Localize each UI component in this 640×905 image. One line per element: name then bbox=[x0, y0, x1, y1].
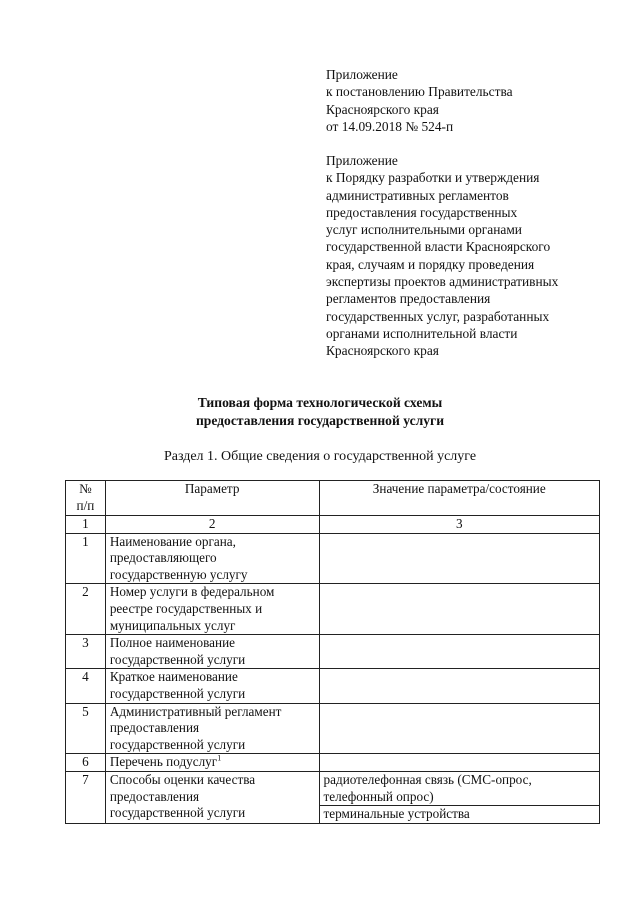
row-value bbox=[319, 754, 599, 772]
appendix1-line: к постановлению Правительства bbox=[326, 84, 513, 100]
row-param bbox=[105, 669, 319, 703]
row-value bbox=[319, 703, 599, 754]
row-param bbox=[105, 703, 319, 754]
row-num: 1 bbox=[66, 533, 106, 584]
row-value: терминальные устройства bbox=[319, 806, 599, 824]
param-line: государственной услуги bbox=[109, 651, 246, 667]
param-line: предоставления bbox=[109, 788, 200, 804]
row-num: 5 bbox=[66, 703, 106, 754]
table-row bbox=[66, 669, 600, 703]
param-line: Номер услуги в федеральном bbox=[109, 584, 275, 600]
appendix2-line: государственных услуг, разработанных bbox=[326, 308, 550, 324]
table-row bbox=[66, 533, 600, 584]
value-line: телефонный опрос) bbox=[323, 788, 434, 804]
appendix2-line: регламентов предоставления bbox=[326, 291, 491, 307]
appendix2-line: административных регламентов bbox=[326, 187, 509, 203]
appendix2-line: государственной власти Красноярского bbox=[326, 239, 551, 255]
row-num: 4 bbox=[66, 669, 106, 703]
param-line: государственной услуги bbox=[109, 736, 246, 752]
param-line: государственной услуги bbox=[109, 805, 246, 821]
table-row bbox=[66, 584, 600, 635]
row-num: 6 bbox=[66, 754, 106, 772]
param-text: Перечень подуслуг bbox=[109, 754, 218, 770]
param-line: Наименование органа, bbox=[109, 533, 236, 549]
index-cell: 2 bbox=[105, 516, 319, 534]
param-line: Краткое наименование bbox=[109, 669, 238, 685]
header-num bbox=[66, 481, 106, 516]
param-line: государственной услуги bbox=[109, 685, 246, 701]
param-line: предоставляющего bbox=[109, 550, 217, 566]
table-header-row bbox=[66, 481, 600, 516]
appendix2-line: к Порядку разработки и утверждения bbox=[326, 170, 540, 186]
row-param bbox=[105, 754, 319, 772]
table-row bbox=[66, 635, 600, 669]
param-line: государственную услугу bbox=[109, 566, 248, 582]
document-title-line2: предоставления государственной услуги bbox=[195, 412, 445, 428]
table-row bbox=[66, 754, 600, 772]
value-line: радиотелефонная связь (СМС-опрос, bbox=[323, 771, 532, 787]
row-value bbox=[319, 635, 599, 669]
table-row bbox=[66, 703, 600, 754]
appendix2-line: предоставления государственных bbox=[326, 204, 518, 220]
general-info-table bbox=[65, 480, 600, 824]
row-value bbox=[319, 584, 599, 635]
row-param bbox=[105, 533, 319, 584]
appendix2-line: края, случаям и порядку проведения bbox=[326, 256, 535, 272]
header-param: Параметр bbox=[105, 481, 319, 516]
param-line: Способы оценки качества bbox=[109, 771, 256, 787]
row-value bbox=[319, 669, 599, 703]
param-line: реестре государственных и bbox=[109, 600, 263, 616]
row-value bbox=[319, 771, 599, 805]
appendix2-line: услуг исполнительными органами bbox=[326, 222, 522, 238]
param-line: предоставления bbox=[109, 720, 200, 736]
appendix-government-decree bbox=[326, 66, 513, 135]
row-param bbox=[105, 771, 319, 823]
document-title-line1: Типовая форма технологической схемы bbox=[197, 395, 443, 410]
row-num: 7 bbox=[66, 771, 106, 823]
table-index-row bbox=[66, 516, 600, 534]
section-title: Раздел 1. Общие сведения о государственной услуге bbox=[163, 449, 477, 464]
appendix-procedure bbox=[326, 152, 558, 360]
appendix1-line: Красноярского края bbox=[326, 101, 439, 117]
index-cell: 3 bbox=[319, 516, 599, 534]
appendix1-line: от 14.09.2018 № 524-п bbox=[326, 118, 454, 134]
appendix2-line: экспертизы проектов административных bbox=[326, 274, 559, 290]
row-param bbox=[105, 635, 319, 669]
row-num: 2 bbox=[66, 584, 106, 635]
appendix2-line: Красноярского края bbox=[326, 343, 439, 359]
row-param bbox=[105, 584, 319, 635]
param-line: Полное наименование bbox=[109, 635, 236, 651]
header-num-line1: № bbox=[79, 481, 92, 496]
index-cell: 1 bbox=[66, 516, 106, 534]
appendix1-line: Приложение bbox=[326, 67, 398, 82]
appendix2-line: органами исполнительной власти bbox=[326, 325, 518, 341]
row-num: 3 bbox=[66, 635, 106, 669]
param-line: муниципальных услуг bbox=[109, 617, 236, 633]
appendix2-line: Приложение bbox=[326, 153, 398, 168]
table-row bbox=[66, 771, 600, 805]
header-value: Значение параметра/состояние bbox=[319, 481, 599, 516]
footnote-mark: 1 bbox=[217, 753, 222, 763]
param-line: Административный регламент bbox=[109, 703, 282, 719]
header-num-line2: п/п bbox=[76, 497, 95, 513]
row-value bbox=[319, 533, 599, 584]
document-title bbox=[0, 394, 640, 429]
